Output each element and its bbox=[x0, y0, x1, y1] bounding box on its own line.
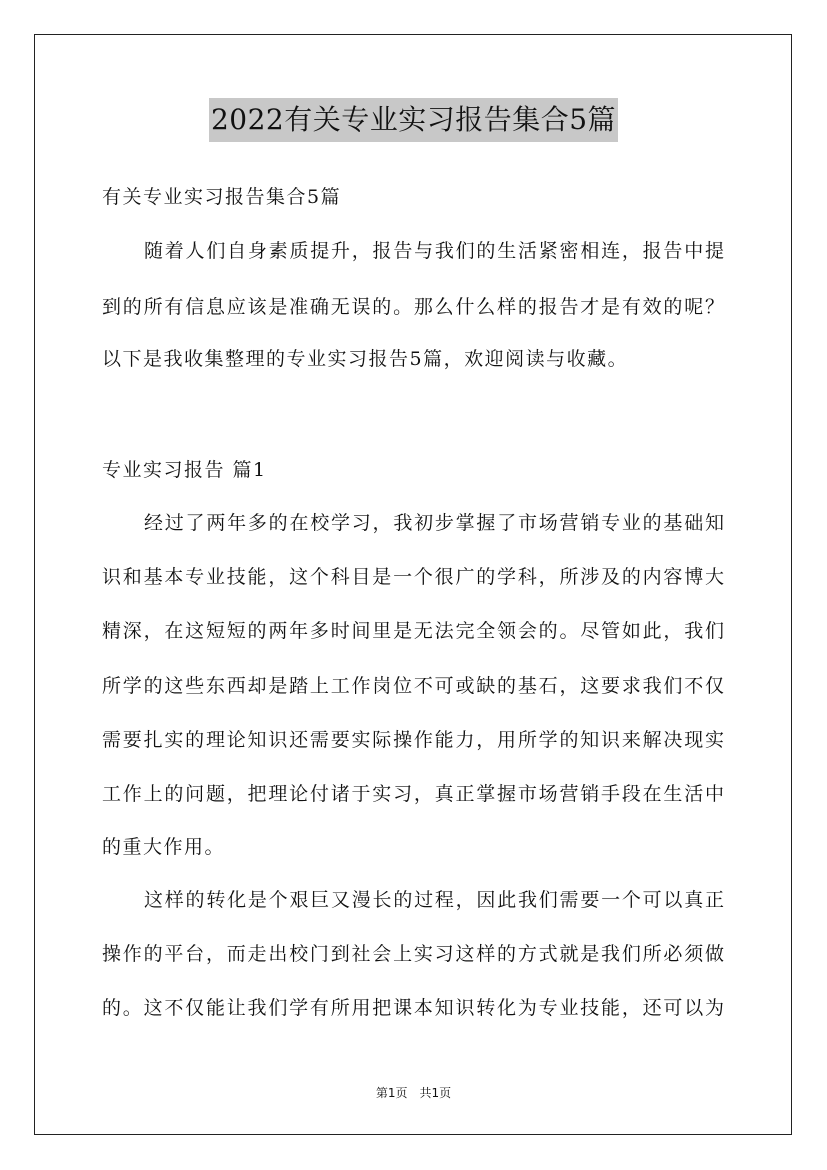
section-heading: 专业实习报告 篇1 bbox=[102, 459, 267, 481]
paragraph-line: 的重大作用。 bbox=[102, 836, 226, 858]
document-subtitle: 有关专业实习报告集合5篇 bbox=[102, 186, 342, 208]
paragraph-line: 这样的转化是个艰巨又漫长的过程，因此我们需要一个可以真正 bbox=[144, 889, 724, 911]
paragraph-line: 的。这不仅能让我们学有所用把课本知识转化为专业技能，还可以为 bbox=[102, 997, 724, 1019]
paragraph-line: 操作的平台，而走出校门到社会上实习这样的方式就是我们所必须做 bbox=[102, 943, 724, 965]
paragraph-line: 工作上的问题，把理论付诸于实习，真正掌握市场营销手段在生活中 bbox=[102, 783, 724, 805]
document-title: 2022有关专业实习报告集合5篇 bbox=[209, 98, 618, 142]
page-footer: 第1页 共1页 bbox=[375, 1086, 452, 1100]
intro-line: 随着人们自身素质提升，报告与我们的生活紧密相连，报告中提 bbox=[144, 240, 724, 262]
intro-line: 以下是我收集整理的专业实习报告5篇，欢迎阅读与收藏。 bbox=[102, 348, 629, 370]
paragraph-line: 经过了两年多的在校学习，我初步掌握了市场营销专业的基础知 bbox=[144, 512, 724, 534]
paragraph-line: 所学的这些东西却是踏上工作岗位不可或缺的基石，这要求我们不仅 bbox=[102, 675, 724, 697]
document-title-wrap bbox=[0, 98, 827, 142]
paragraph-line: 识和基本专业技能，这个科目是一个很广的学科，所涉及的内容博大 bbox=[102, 566, 724, 588]
paragraph-line: 精深，在这短短的两年多时间里是无法完全领会的。尽管如此，我们 bbox=[102, 620, 724, 642]
paragraph-line: 需要扎实的理论知识还需要实际操作能力，用所学的知识来解决现实 bbox=[102, 729, 724, 751]
intro-line: 到的所有信息应该是准确无误的。那么什么样的报告才是有效的呢？ bbox=[102, 296, 724, 318]
